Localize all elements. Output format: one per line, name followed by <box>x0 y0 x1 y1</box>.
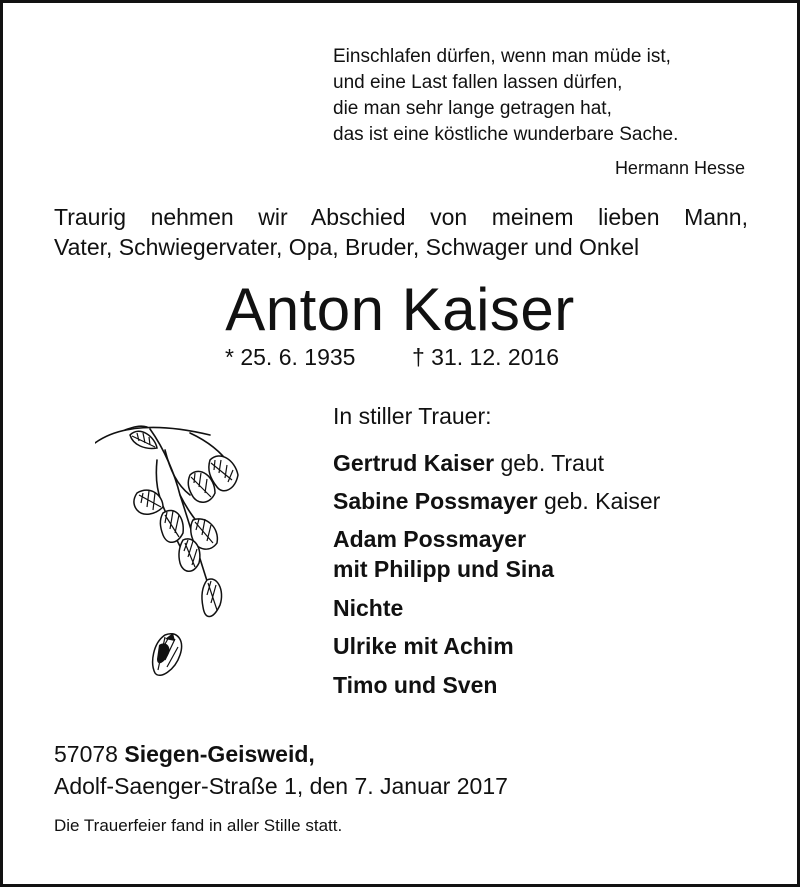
mourner-entry <box>333 486 660 516</box>
mourner-entry <box>333 524 554 584</box>
mourner-name: Nichte <box>333 595 404 621</box>
funeral-note: Die Trauerfeier fand in aller Stille statt. <box>54 816 343 835</box>
intro-line: Vater, Schwiegervater, Opa, Bruder, Schwager und Onkel <box>54 234 640 260</box>
mourner-name: Timo und Sven <box>333 672 498 698</box>
birch-branch-icon <box>95 415 255 690</box>
mourner-entry <box>333 670 497 700</box>
mourner-suffix: geb. Traut <box>494 450 605 476</box>
birth-date: * 25. 6. 1935 <box>225 344 356 370</box>
mourner-name: Gertrud Kaiser <box>333 450 495 476</box>
poem-line: und eine Last fallen lassen dürfen, <box>333 72 623 93</box>
address-block <box>54 738 508 802</box>
poem-line: die man sehr lange getragen hat, <box>333 98 612 119</box>
death-date: † 31. 12. 2016 <box>412 344 560 370</box>
poem-line: Einschlafen dürfen, wenn man müde ist, <box>333 46 671 67</box>
mourner-name: Adam Possmayer <box>333 526 527 552</box>
mourner-name: mit Philipp und Sina <box>333 556 555 582</box>
poem-author: Hermann Hesse <box>614 158 745 178</box>
mourner-suffix: geb. Kaiser <box>537 488 661 514</box>
poem-line: das ist eine köstliche wunderbare Sache. <box>333 124 679 145</box>
intro-line: Traurig nehmen wir Abschied von meinem lieben Mann, <box>54 204 748 230</box>
deceased-name: Anton Kaiser <box>225 276 575 343</box>
intro-text <box>54 202 748 262</box>
mourner-entry <box>333 631 514 661</box>
city: Siegen-Geisweid, <box>124 741 315 767</box>
mourners-heading: In stiller Trauer: <box>333 403 492 429</box>
poem <box>333 44 678 148</box>
mourner-entry <box>333 448 604 478</box>
mourner-entry <box>333 593 403 623</box>
mourner-name: Ulrike mit Achim <box>333 633 514 659</box>
address-line <box>54 738 508 770</box>
postcode: 57078 <box>54 741 125 767</box>
mourner-name: Sabine Possmayer <box>333 488 538 514</box>
street-date: Adolf-Saenger-Straße 1, den 7. Januar 2017 <box>54 773 508 799</box>
